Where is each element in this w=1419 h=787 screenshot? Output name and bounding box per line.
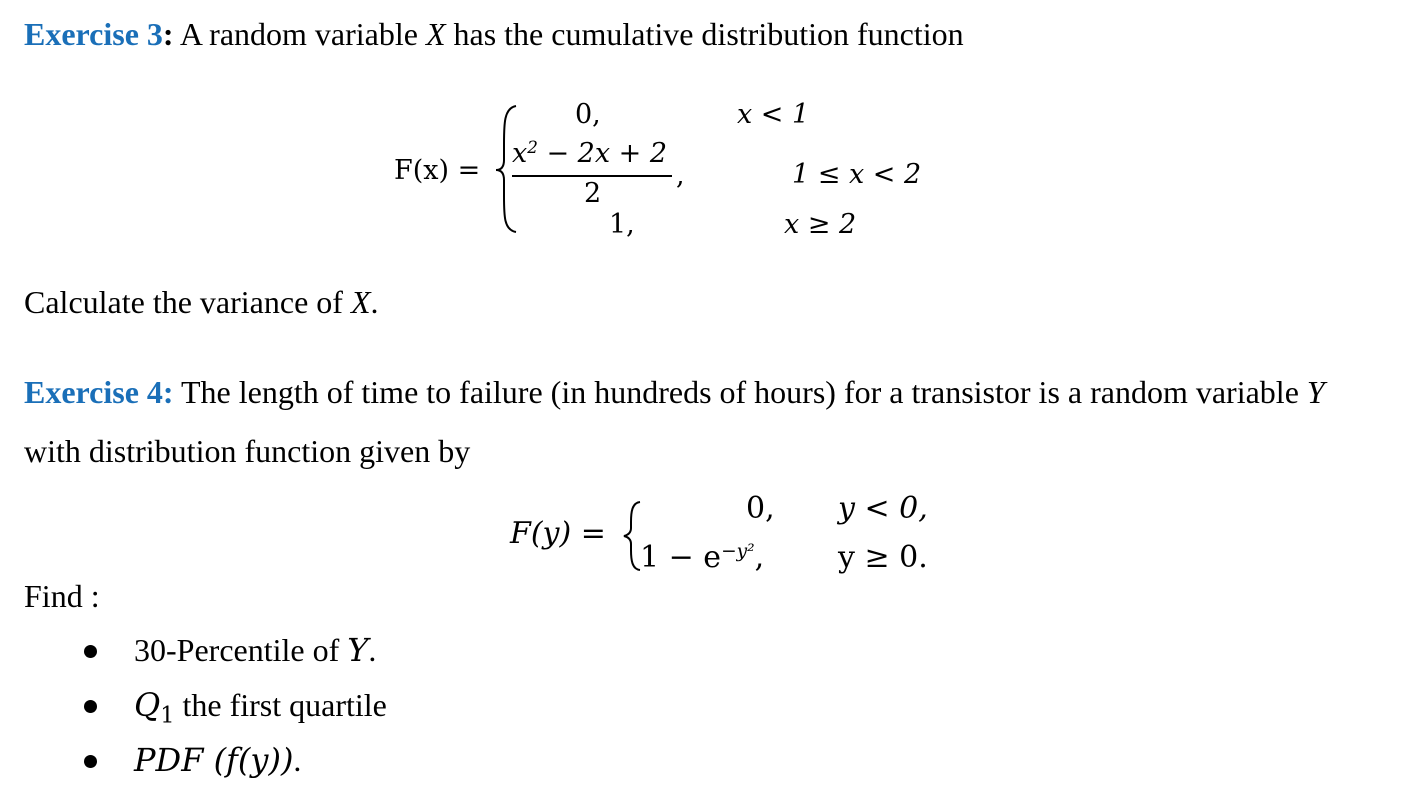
cdf-y-case2-condition: y ≥ 0. <box>838 540 928 575</box>
exercise-4-intro-line1 <box>24 372 1325 412</box>
list-item-text: the first quartile <box>174 687 387 723</box>
exercise-4-intro-line2: with distribution function given by <box>24 433 471 469</box>
list-item-math: PDF (f(y)) <box>134 741 294 779</box>
cdf-y-case2-comma: , <box>754 540 765 575</box>
cdf-x-case2-condition: 1 ≤ x < 2 <box>792 159 922 190</box>
cdf-y-lhs <box>510 516 606 552</box>
bullet-marker <box>84 645 97 658</box>
list-item <box>134 630 376 670</box>
cdf-x-fraction-bar <box>512 175 672 177</box>
exercise-3-intro <box>24 14 964 54</box>
list-item-end: . <box>293 742 302 778</box>
cdf-x-num-exponent: 2 <box>527 136 538 157</box>
cdf-y-case2-exponent: −y² <box>721 540 755 562</box>
list-item-text: 30-Percentile of <box>134 632 348 668</box>
list-item <box>134 685 387 729</box>
exercise-3-text-after: has the cumulative distribution function <box>445 16 964 52</box>
exercise-3-label: Exercise 3 <box>24 16 163 52</box>
exercise-3-question-variable: X <box>350 284 371 320</box>
exercise-4-label: Exercise 4: <box>24 374 174 410</box>
cdf-x-case2-denominator: 2 <box>584 178 602 209</box>
bullet-marker <box>84 755 97 768</box>
cdf-y-case1-value: 0, <box>746 491 775 526</box>
cdf-y-case2-base: 1 − e <box>640 540 722 575</box>
cdf-y-case1-condition: y < 0, <box>838 491 928 526</box>
exercise-3-variable: X <box>425 16 446 52</box>
exercise-3-question <box>24 282 378 322</box>
list-item-math: Q <box>134 686 161 724</box>
cdf-x-case3-value: 1, <box>609 209 635 240</box>
exercise-4-text: The length of time to failure (in hundreds of hours) for a transistor is a random variable <box>173 374 1307 410</box>
cdf-x-case2-numerator <box>512 138 667 170</box>
exercise-3-colon: : <box>162 16 174 52</box>
cdf-x-num-var: x <box>512 138 528 169</box>
list-item-subscript: 1 <box>160 702 175 729</box>
cdf-x-case2-comma: , <box>676 160 685 191</box>
list-item <box>134 740 301 780</box>
cdf-y-case2-value <box>640 540 764 576</box>
cdf-x-lhs: F(x) = <box>394 155 481 186</box>
exercise-3-text-before: A random variable <box>173 16 426 52</box>
exercise-3-question-text: Calculate the variance of <box>24 284 351 320</box>
cdf-x-case1-condition: x < 1 <box>737 99 810 130</box>
cdf-x-case1-value: 0, <box>575 99 601 130</box>
cdf-x-num-rest: − 2x + 2 <box>537 138 668 169</box>
list-item-end: . <box>368 632 377 668</box>
find-label: Find : <box>24 578 100 614</box>
exercise-3-question-end: . <box>370 284 379 320</box>
cdf-x-case3-condition: x ≥ 2 <box>784 209 857 240</box>
cdf-y-lhs-text: F(y) = <box>510 516 606 551</box>
bullet-marker <box>84 700 97 713</box>
list-item-math: Y <box>347 631 369 669</box>
exercise-4-variable: Y <box>1306 374 1325 410</box>
